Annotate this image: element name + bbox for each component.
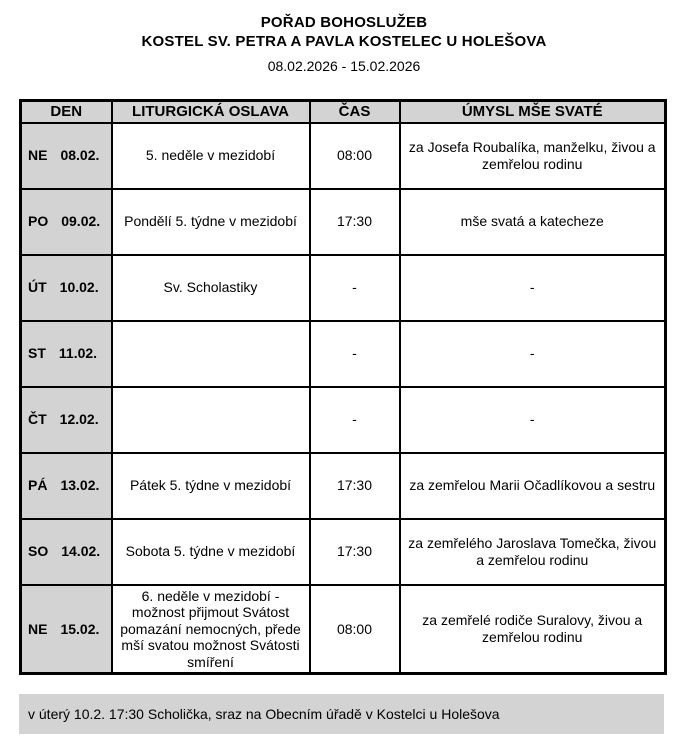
day-date: 11.02.	[58, 345, 98, 362]
day-abbreviation: ST	[28, 345, 46, 362]
time-cell: -	[310, 387, 400, 453]
celebration-cell	[112, 387, 310, 453]
day-date: 13.02.	[60, 477, 100, 494]
column-header-cas: ČAS	[310, 101, 400, 123]
table-row	[21, 387, 666, 453]
table-row	[21, 255, 666, 321]
day-abbreviation: SO	[28, 543, 49, 560]
day-cell	[21, 585, 112, 674]
day-abbreviation: ÚT	[28, 279, 47, 296]
celebration-cell: Pondělí 5. týdne v mezidobí	[112, 189, 310, 255]
table-row	[21, 123, 666, 189]
column-header-umysl-mse-svate: ÚMYSL MŠE SVATÉ	[400, 101, 666, 123]
intention-cell: za zemřelou Marii Očadlíkovou a sestru	[400, 453, 666, 519]
day-cell	[21, 519, 112, 585]
time-cell: -	[310, 255, 400, 321]
celebration-cell: Sobota 5. týdne v mezidobí	[112, 519, 310, 585]
page-subtitle: KOSTEL SV. PETRA A PAVLA KOSTELEC U HOLEŠOVA	[141, 33, 547, 50]
page-title: POŘAD BOHOSLUŽEB	[260, 14, 428, 31]
time-cell: 17:30	[310, 453, 400, 519]
time-cell: 17:30	[310, 519, 400, 585]
day-date: 15.02.	[60, 620, 100, 637]
footer-note-bar	[19, 694, 664, 734]
day-abbreviation: PO	[28, 213, 49, 230]
celebration-cell: 6. neděle v mezidobí - možnost přijmout Svátost pomazání nemocných, přede mší svatou možnost Svátosti smíření	[112, 585, 310, 674]
day-date: 12.02.	[59, 411, 99, 428]
table-row	[21, 321, 666, 387]
day-abbreviation: NE	[28, 147, 48, 164]
day-cell	[21, 189, 112, 255]
day-cell	[21, 123, 112, 189]
table-header-row	[21, 101, 666, 123]
day-date: 10.02.	[59, 279, 99, 296]
table-row	[21, 585, 666, 674]
date-range: 08.02.2026 - 15.02.2026	[267, 58, 421, 74]
footer-note-text: v úterý 10.2. 17:30 Scholička, sraz na Obecním úřadě v Kostelci u Holešova	[28, 706, 500, 723]
schedule-table	[19, 99, 667, 675]
table-row	[21, 453, 666, 519]
schedule-body	[21, 123, 666, 674]
day-cell	[21, 321, 112, 387]
celebration-cell: Pátek 5. týdne v mezidobí	[112, 453, 310, 519]
intention-cell: za Josefa Roubalíka, manželku, živou a zemřelou rodinu	[400, 123, 666, 189]
intention-cell: -	[400, 255, 666, 321]
intention-cell: -	[400, 387, 666, 453]
time-cell: 08:00	[310, 123, 400, 189]
column-header-den: DEN	[21, 101, 112, 123]
day-cell	[21, 387, 112, 453]
intention-cell: za zemřelého Jaroslava Tomečka, živou a zemřelou rodinu	[400, 519, 666, 585]
celebration-cell	[112, 321, 310, 387]
day-abbreviation: ČT	[28, 411, 47, 428]
intention-cell: mše svatá a katecheze	[400, 189, 666, 255]
day-abbreviation: PÁ	[28, 477, 48, 494]
day-date: 08.02.	[60, 147, 100, 164]
day-date: 14.02.	[61, 543, 101, 560]
day-cell	[21, 453, 112, 519]
time-cell: 08:00	[310, 585, 400, 674]
intention-cell: -	[400, 321, 666, 387]
celebration-cell: Sv. Scholastiky	[112, 255, 310, 321]
celebration-cell: 5. neděle v mezidobí	[112, 123, 310, 189]
day-cell	[21, 255, 112, 321]
column-header-liturgicka-oslava: LITURGICKÁ OSLAVA	[112, 101, 310, 123]
document-header	[0, 0, 688, 75]
table-row	[21, 519, 666, 585]
day-abbreviation: NE	[28, 620, 48, 637]
time-cell: 17:30	[310, 189, 400, 255]
intention-cell: za zemřelé rodiče Suralovy, živou a zemřelou rodinu	[400, 585, 666, 674]
day-date: 09.02.	[61, 213, 101, 230]
table-row	[21, 189, 666, 255]
time-cell: -	[310, 321, 400, 387]
